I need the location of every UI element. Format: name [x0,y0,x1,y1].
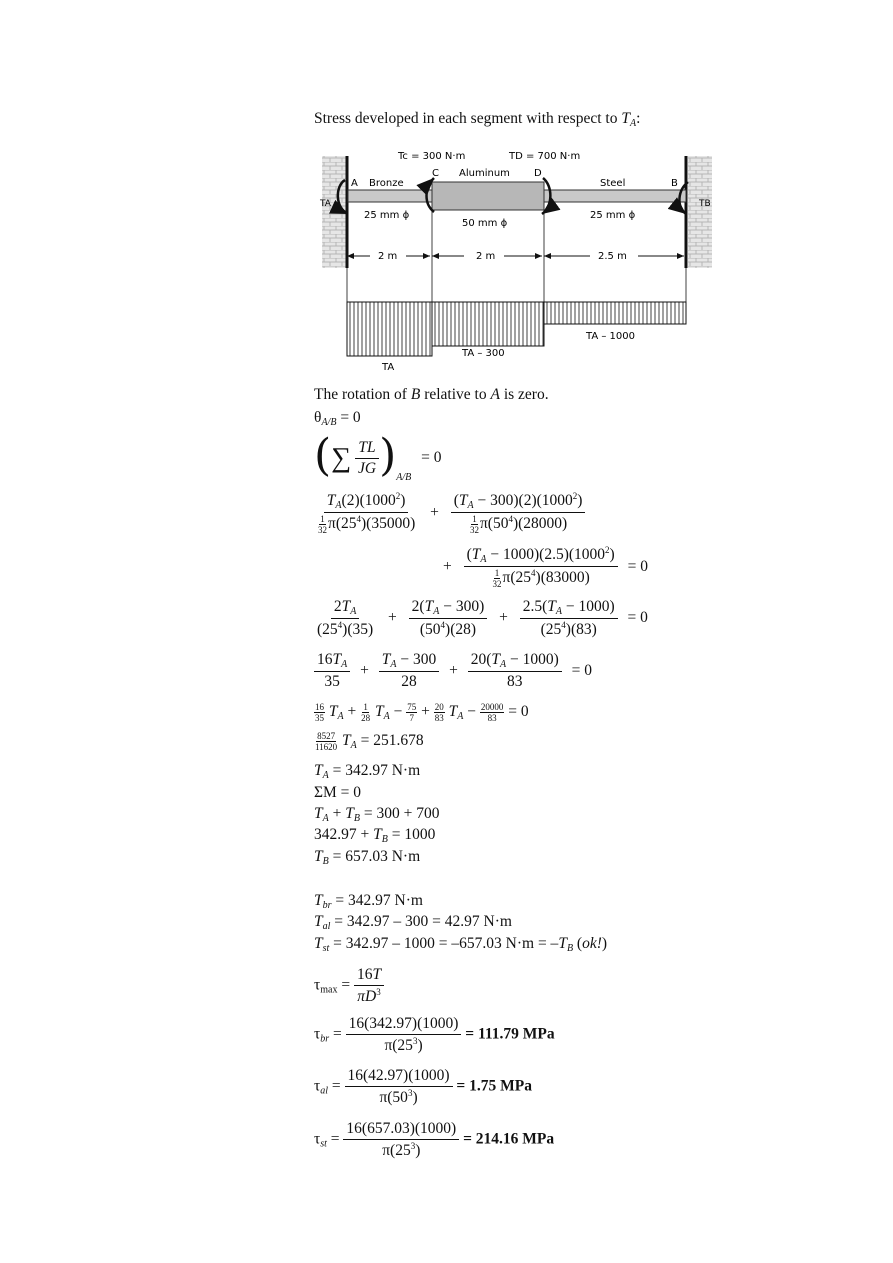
intro-text: Stress developed in each segment with respect to $T_A$: [314,110,641,129]
length-aluminum: 2 m [476,251,496,262]
steel-shaft [544,190,686,202]
tau-bronze-result: = 111.79 MPa [465,1025,555,1043]
point-c: C [432,168,439,179]
steel-diameter: 25 mm ϕ [590,210,636,221]
tau-steel-result: = 214.16 MPa [463,1130,555,1148]
ta-label: TA [320,199,331,209]
steel-label: Steel [600,178,626,189]
theta-eq: $\theta_{A/B} = 0$ [314,409,361,428]
diagram-right-label: TA – 1000 [586,331,635,342]
substitution: $342.97 + T_B = 1000$ [314,826,436,845]
tc-label: Tc = 300 N·m [398,151,466,162]
sum-torques: $T_A + T_B = 300 + 700$ [314,805,440,824]
bronze-diameter: 25 mm ϕ [364,210,410,221]
t-steel: $T_{st} = 342.97 - 1000 = -657.03$ $N\cdot m = -T_B$ (ok!) [314,935,608,954]
length-steel: 2.5 m [598,251,627,262]
ta-result: $T_A = 342.97$ N·m [314,762,421,781]
diagram-ta-label: TA [382,362,395,373]
t-bronze: $T_{br} = 342.97$ N·m [314,892,423,911]
equation-2: $\frac{2T_A}{(25^4)(35)}$ + $\frac{2(T_A - 300)}{(50^4)(28)}$ + $\frac{2.5(T_A - 1000)}{(25^4)(83)}$ = 0 [317,598,648,639]
equation-4: $\frac{16}{35}$ $T_A$ + $\frac{1}{28}$ $T_A$ − $\frac{75}{7}$ + $\frac{20}{83}$ $T_A$ − $\frac{20000}{83}$ = 0 [315,702,529,723]
left-wall [322,156,346,268]
sum-moment: ΣM = 0 [314,784,362,801]
tau-max-formula: $\tau_{max}$ = $\frac{16T}{\pi D^3}$ [314,966,384,1006]
point-a: A [351,178,358,189]
diagram-mid-label: TA – 300 [462,348,505,359]
aluminum-label: Aluminum [459,168,510,179]
tb-label: TB [699,199,711,209]
sum-equation: (∑ $\frac{TL}{JG}$ )$_{A/B} = 0$ [314,430,442,484]
length-bronze: 2 m [378,251,398,262]
equation-1b: + $(T_A - 1000)(2.5)(1000^2)$ $\frac{1}{32}$ $\pi(25^4)(83000)$ = 0 [443,545,648,590]
torque-diagram [347,302,686,356]
shaft-diagram [318,146,718,374]
t-aluminum: $T_{al} = 342.97 - 300 = 42.97$ N·m [314,913,512,932]
tau-bronze: $\tau_{br}$ = $\frac{16(342.97)(1000)}{\pi(25^3)}$ = 111.79 MPa [314,1015,555,1055]
equation-5: $\frac{8527}{11620}$ $T_A = 251.678$ [315,731,424,752]
equation-1a: $T_A(2)(1000^2)$ $\frac{1}{32}$ $\pi(25^4)(35000)$ + $(T_A - 300)(2)(1000^2)$ $\frac{1}{32}$ $\pi(50^4)(28000)$ [314,491,585,535]
aluminum-diameter: 50 mm ϕ [462,218,508,229]
equation-3: $\frac{16T_A}{35}$ + $\frac{T_A - 300}{28}$ + $\frac{20(T_A - 1000)}{83}$ = 0 [314,651,592,691]
td-label: TD = 700 N·m [509,151,581,162]
point-d: D [534,168,542,179]
right-wall [688,156,712,268]
tau-aluminum-result: = 1.75 MPa [456,1077,532,1095]
point-b: B [671,178,678,189]
aluminum-shaft [432,182,544,210]
tau-steel: $\tau_{st}$ = $\frac{16(657.03)(1000)}{\pi(25^3)}$ = 214.16 MPa [314,1120,555,1160]
tau-aluminum: $\tau_{al}$ = $\frac{16(42.97)(1000)}{\pi(50^3)}$ = 1.75 MPa [314,1067,532,1107]
bronze-shaft [348,190,432,202]
tb-result: $T_B = 657.03$ N·m [314,848,421,867]
rotation-statement: The rotation of B relative to A is zero. [314,386,549,403]
bronze-label: Bronze [369,178,404,189]
